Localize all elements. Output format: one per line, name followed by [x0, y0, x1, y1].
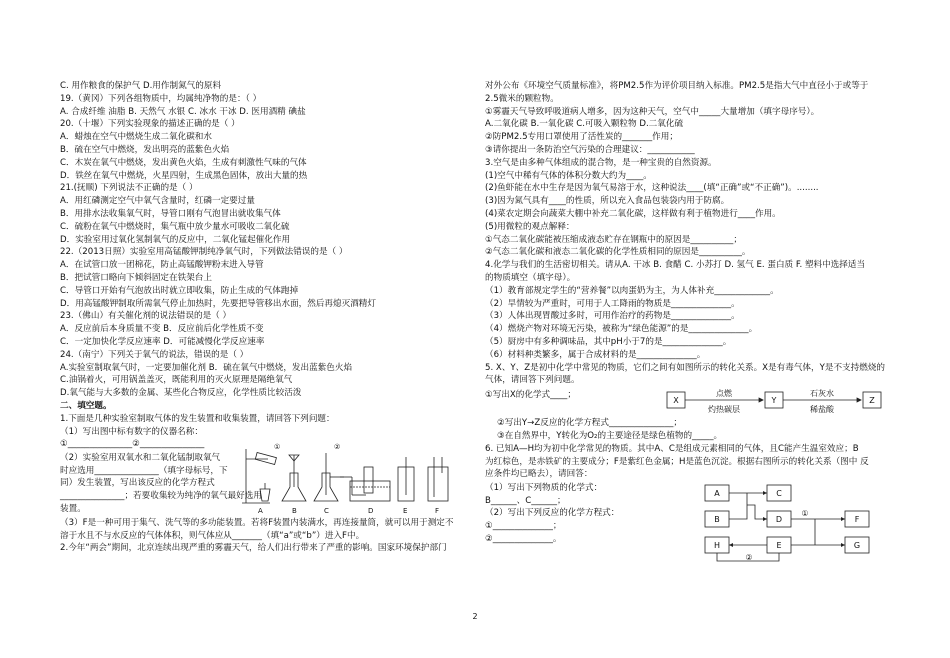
node-b-label: B: [714, 514, 720, 524]
link-b: [729, 493, 747, 519]
label-b: B: [292, 506, 297, 515]
text-line: _______________；若要收集较为纯净的氧气最好选用: [60, 491, 262, 502]
text-line: （2）写出下列反应的化学方程式：: [485, 508, 620, 519]
text-line: 2.5微米的颗粒物。: [485, 93, 559, 104]
label-c: C: [324, 506, 329, 515]
text-line: ①气态二氧化碳能被压缩成液态贮存在钢瓶中的原因是__________；: [485, 234, 742, 245]
label-d: D: [368, 506, 374, 515]
text-line: （6）材料种类繁多，属于合成材料的是______________。: [485, 349, 706, 360]
left-questions: [60, 80, 465, 413]
text-line: 为红棕色，是赤铁矿的主要成分；F是紫红色金属；H是蓝色沉淀。根据右图所示的转化关系（图中 反: [485, 456, 869, 467]
label-a: A: [258, 506, 263, 515]
node-h-label: H: [713, 540, 721, 550]
node-d-label: D: [775, 514, 783, 524]
right-column: [485, 80, 895, 563]
page-number: 2: [472, 612, 478, 621]
text-line: D．铁丝在氧气中燃烧，火星四射，生成黑色固体，放出大量的热: [60, 170, 308, 181]
text-line: ②写出Y→Z反应的化学方程式_______________；: [497, 418, 683, 429]
right-top: [485, 80, 895, 387]
label-e: E: [403, 506, 408, 515]
question-1-block: [60, 413, 465, 517]
text-line: ②______________。: [485, 533, 562, 544]
text-line: ②防PM2.5专用口罩使用了活性炭的_______作用；: [485, 132, 678, 143]
text-line: B．用排水法收集氧气时，导管口刚有气泡冒出就收集气体: [60, 208, 281, 219]
text-line: A.实验室制取氧气时，一定要加催化剂 B．硫在氧气中燃烧，发出蓝紫色火焰: [60, 362, 353, 373]
text-line: C. 用作粮食的保护气 D.用作制氮气的原料: [60, 81, 222, 91]
text-line: A．在试管口放一团棉花，防止高锰酸钾粉末进入导管: [60, 260, 264, 271]
node-a-label: A: [714, 488, 720, 498]
text-line: 对外公布《环境空气质量标准》，将PM2.5作为评价项目纳入标准。PM2.5是指大气中直径小于或等于: [485, 81, 869, 91]
water-trough: [350, 481, 390, 501]
text-line: （1）写出图中标有数字的仪器名称：: [60, 426, 203, 437]
text-line: C．一定加快化学反应速率 D．可能减慢化学反应速率: [60, 336, 265, 347]
text-line: (2)鱼虾能在水中生存是因为氧气易溶于水，这种说法____(填“正确”或“不正确”)。........: [485, 183, 819, 194]
text-line: 应条件均已略去），请回答：: [485, 469, 593, 480]
mark-2: ②: [334, 442, 341, 451]
text-line: （4）燃烧产物对环境无污染，被称为“绿色能源”的是______________。: [485, 324, 758, 335]
text-line: A．蜡烛在空气中燃烧生成二氧化碳和水: [60, 132, 212, 143]
text-line: ③请你提出一条防治空气污染的合理建议：___________: [485, 144, 695, 155]
node-z-label: Z: [869, 396, 875, 406]
question-23: 23.（佛山）有关催化剂的说法错误的是（ ）: [60, 311, 232, 322]
edge2-top-label: 石灰水: [810, 389, 834, 399]
text-line: （2）旱情较为严重时，可用于人工降雨的物质是______________。: [485, 298, 740, 309]
text-line: (1)空气中稀有气体的体积分数大约为____。: [485, 170, 652, 181]
left-bottom: [60, 517, 465, 555]
node-c-label: C: [776, 488, 782, 498]
text-line: A．反应前后本身质量不变 B．反应前后化学性质不变: [60, 324, 264, 335]
test-tube: [255, 452, 276, 464]
question-5-diagram-row: [485, 387, 895, 417]
text-line: ②气态二氧化碳和液态二氧化碳的化学性质相同的原因是__________。: [485, 247, 751, 258]
text-line: B．硫在空气中燃烧，发出明亮的蓝紫色火焰: [60, 144, 230, 155]
text-line: 气体，请回答下列问题。: [485, 375, 580, 386]
question-6-block: [485, 443, 895, 563]
text-line: C．木炭在氧气中燃烧，发出黄色火焰，生成有刺激性气味的气体: [60, 157, 307, 168]
q6-intro: [485, 443, 895, 481]
question-21: 21.(抚顺) 下列说法不正确的是（ ）: [60, 183, 198, 194]
text-line: D.氧气能与大多数的金属、某些化合物反应，化学性质比较活泼: [60, 388, 302, 399]
text-line: 装置。: [60, 503, 86, 514]
lab-apparatus-figure: [240, 437, 465, 517]
mark-2: ②: [745, 552, 753, 562]
text-line: A．用红磷测定空气中氧气含量时，红磷一定要过量: [60, 196, 255, 207]
node-g-label: G: [853, 540, 861, 550]
edge2-bottom-label: 稀盐酸: [810, 405, 834, 415]
node-x-label: X: [673, 396, 679, 406]
a-h-flow-diagram: [695, 483, 895, 563]
question-20: 20.（十堰）下列实验现象的描述正确的是（ ）: [60, 119, 240, 130]
question-3: 3.空气是由多种气体组成的混合物，是一种宝贵的自然资源。: [485, 157, 717, 168]
text-line: （1）写出下列物质的化学式：: [485, 482, 603, 493]
node-y-label: Y: [771, 396, 777, 406]
question-4: 4.化学与我们的生活密切相关。请从A. 干冰 B. 食醋 C. 小苏打 D. 氢气 E. 蛋白质 F. 塑料中选择适当: [485, 260, 866, 271]
edge1-bottom-label: 灼热碳层: [708, 405, 740, 415]
question-1: 1.下面是几种实验室制取气体的发生装置和收集装置，请回答下列问题：: [60, 413, 335, 424]
text-line: ①______________；: [485, 521, 562, 532]
text-line: 同）发生装置，写出该反应的化学方程式: [60, 478, 215, 489]
text-line: （2）实验室用双氧水和二氧化锰制取氧气: [60, 452, 221, 463]
text-line: D．用高锰酸钾制取所需氧气停止加热时，先要把导管移出水面，然后再熄灭酒精灯: [60, 298, 376, 309]
question-19: 19.（黄冈）下列各组物质中，均属纯净物的是：（ ）: [60, 93, 262, 104]
text-line: A.二氧化碳 B.一氧化碳 C.可吸入颗粒物 D.二氧化硫: [485, 119, 684, 130]
mark-1: ①: [801, 508, 809, 518]
q6-answers: [485, 482, 685, 546]
node-f-label: F: [854, 514, 860, 524]
left-column: [60, 80, 465, 555]
text-line: A. 合成纤维 油脂 B. 天然气 水银 C. 冰水 干冰 D. 医用酒精 碘盐: [60, 106, 306, 117]
link-to-d: [747, 505, 767, 519]
question-6: 6. 已知A—H均为初中化学常见的物质。其中A、C是组成元素相同的气体，且C能产生温室效应；B: [485, 443, 859, 454]
question-24: 24.（南宁）下列关于氧气的说法，错误的是（ ）: [60, 349, 249, 360]
question-22: 22.（2013日照）实验室用高锰酸钾制纯净氧气时，下列做法错误的是（ ）: [60, 247, 348, 258]
text-line: ①_______________②_______________: [60, 439, 205, 450]
text-line: ③在自然界中，Y转化为O₂的主要途径是绿色植物的_____。: [497, 430, 723, 441]
alcohol-lamp: [260, 489, 270, 501]
text-line: （5）厨房中有多种调味品，其中pH小于7的是______________。: [485, 336, 732, 347]
text-line: 时应选用_______________（填字母标号，下: [60, 465, 228, 476]
text-line: C．硫粉在氧气中燃烧时，集气瓶中放少量水可吸收二氧化硫: [60, 221, 290, 232]
question-5: 5. X、Y、Z是初中化学中常见的物质，它们之间有如图所示的转化关系。X是有毒气体，Y是不支持燃烧的: [485, 362, 886, 373]
question-2: 2.今年“两会”期间，北京连续出现严重的雾霾天气，给人们出行带来了严重的影响。国家环境保护部门: [60, 543, 447, 554]
text-line: 溶于水且不与水反应的气体体积，则气体应从_______（填“a”或“b”）进入F中。: [60, 530, 365, 541]
edge1-top-label: 点燃: [716, 389, 732, 399]
text-line: （3）人体出现胃酸过多时，可用作治疗的药物是______________。: [485, 311, 740, 322]
mark-1: ①: [274, 442, 281, 451]
gas-jar-f: [428, 467, 448, 501]
text-line: C．导管口开始有气泡放出时就立即收集，防止生成的气体跑掉: [60, 285, 299, 296]
text-line: B．把试管口略向下倾斜固定在铁架台上: [60, 272, 212, 283]
text-line: C.油锅着火，可用锅盖盖灭，既能利用的灭火原理是隔绝氧气: [60, 375, 293, 386]
text-line: (3)因为氮气具有____的性质，所以充入食品包装袋内用于防腐。: [485, 196, 730, 207]
q1-text: [60, 452, 262, 516]
text-line: ①雾霾天气导致呼吸道病人增多，因为这种天气，空气中_____大量增加（填字母序号）。: [485, 106, 820, 117]
text-line: D．实验室用过氧化氢制氧气的反应中，二氧化锰起催化作用: [60, 234, 291, 245]
text-line: （1）教育部规定学生的“营养餐”以肉蛋奶为主，为人体补充_____________。: [485, 285, 779, 296]
text-line: (4)菜农定期会向蔬菜大棚中补充二氧化碳，这样做有利于植物进行____作用。: [485, 208, 781, 219]
label-f: F: [435, 506, 440, 515]
text-line: B______、C______；: [485, 495, 566, 506]
node-e-label: E: [776, 540, 782, 550]
xyz-flow-diagram: [665, 387, 890, 417]
text-line: ①写出X的化学式____；: [485, 390, 576, 401]
text-line: (5)用微粒的观点解释：: [485, 221, 575, 232]
section-title: 二、填空题。: [60, 400, 112, 411]
text-line: （3）F是一种可用于集气、洗气等的多功能装置。若将F装置内装满水，再连接量筒，就可以用于测定不: [60, 517, 454, 528]
text-line: 的物质填空（填字母）。: [485, 272, 576, 283]
question-5-rest: [485, 417, 895, 443]
